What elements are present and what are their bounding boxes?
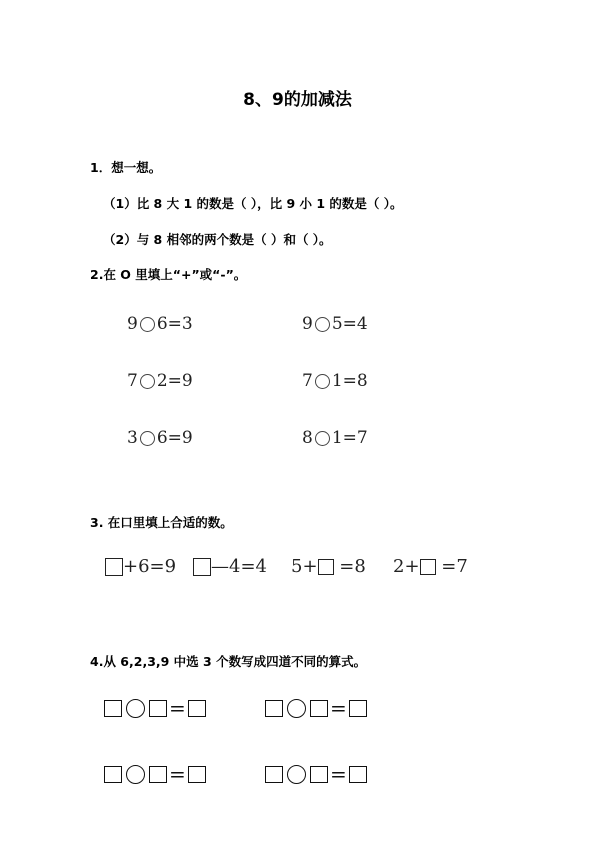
q4-template: =: [265, 762, 367, 786]
blank-box[interactable]: [104, 766, 122, 783]
blank-box[interactable]: [104, 700, 122, 717]
blank-circle[interactable]: [140, 317, 155, 332]
blank-circle[interactable]: [315, 374, 330, 389]
blank-box[interactable]: [310, 700, 328, 717]
blank-box[interactable]: [265, 700, 283, 717]
q2-equation: 7 1 = 8: [302, 371, 368, 391]
q3-item: +6=9: [105, 556, 176, 577]
blank-circle[interactable]: [140, 374, 155, 389]
q3-item: 5+ =8: [291, 556, 366, 577]
blank-box[interactable]: [420, 559, 436, 575]
blank-box[interactable]: [193, 558, 211, 576]
blank-box[interactable]: [105, 558, 123, 576]
q4-template: =: [104, 762, 206, 786]
blank-circle[interactable]: [315, 431, 330, 446]
q3-item: 2+ =7: [393, 556, 468, 577]
blank-circle[interactable]: [126, 765, 145, 784]
q1-item-2: （2）与 8 相邻的两个数是（ ）和（ ）。: [103, 232, 332, 247]
blank-circle[interactable]: [287, 765, 306, 784]
q2-heading: 2.在 O 里填上“+”或“-”。: [90, 267, 247, 282]
blank-box[interactable]: [265, 766, 283, 783]
q1-heading: 1．想一想。: [90, 160, 162, 175]
blank-box[interactable]: [310, 766, 328, 783]
blank-box[interactable]: [149, 766, 167, 783]
blank-box[interactable]: [188, 766, 206, 783]
blank-circle[interactable]: [126, 699, 145, 718]
q1-item-1: （1）比 8 大 1 的数是（ ），比 9 小 1 的数是（ ）。: [103, 196, 403, 211]
q3-item: —4=4: [193, 556, 267, 577]
blank-box[interactable]: [349, 766, 367, 783]
q2-equation: 9 6 = 3: [127, 314, 193, 334]
q3-heading: 3. 在口里填上合适的数。: [90, 515, 233, 530]
q4-heading: 4.从 6,2,3,9 中选 3 个数写成四道不同的算式。: [90, 654, 367, 669]
q2-equation: 7 2 = 9: [127, 371, 193, 391]
blank-circle[interactable]: [287, 699, 306, 718]
q4-template: =: [265, 696, 367, 720]
blank-box[interactable]: [349, 700, 367, 717]
q4-template: =: [104, 696, 206, 720]
blank-box[interactable]: [149, 700, 167, 717]
blank-circle[interactable]: [315, 317, 330, 332]
blank-box[interactable]: [318, 559, 334, 575]
page-title: 8、9的加减法: [243, 90, 352, 110]
q2-equation: 8 1 = 7: [302, 428, 368, 448]
q2-equation: 3 6 = 9: [127, 428, 193, 448]
q2-equation: 9 5 = 4: [302, 314, 368, 334]
blank-circle[interactable]: [140, 431, 155, 446]
blank-box[interactable]: [188, 700, 206, 717]
